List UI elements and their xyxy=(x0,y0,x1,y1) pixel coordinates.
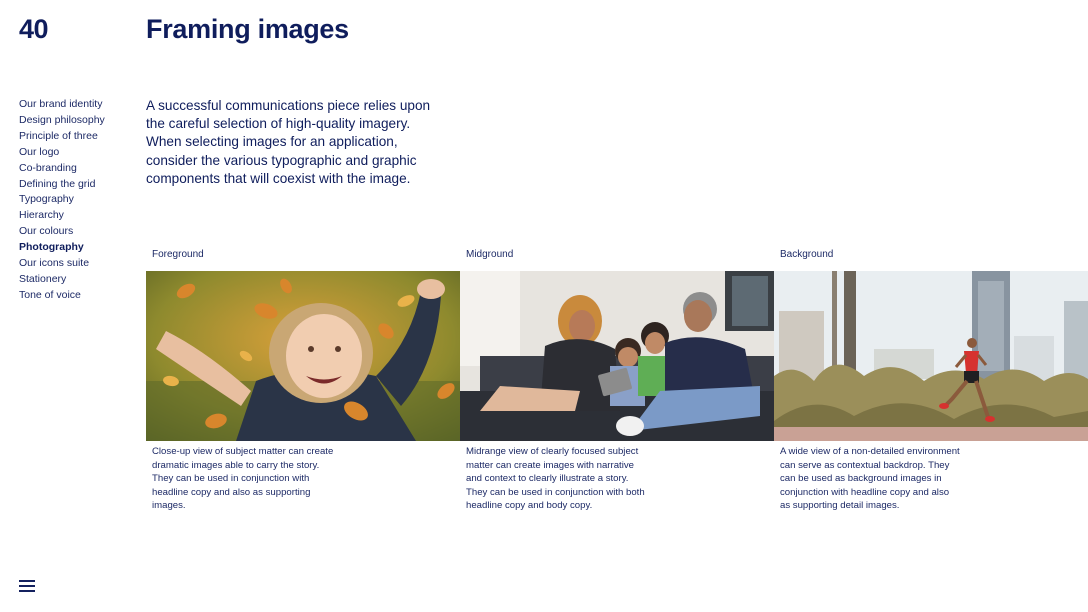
midground-caption: Midrange view of clearly focused subject matter can create images with narrative and context to clearly illustrate a story. They can be used in conjunction with both headline copy and body copy. xyxy=(466,446,645,512)
midground-photo xyxy=(460,271,774,441)
sidebar-item-photography[interactable]: Photography xyxy=(19,241,84,254)
page-title: Framing images xyxy=(146,14,349,44)
foreground-photo xyxy=(146,271,460,441)
page-number: 40 xyxy=(19,14,49,44)
sidebar-item-hierarchy[interactable]: Hierarchy xyxy=(19,209,64,222)
sidebar-nav xyxy=(19,97,105,304)
sidebar-item-co-branding[interactable]: Co-branding xyxy=(19,161,77,174)
sidebar-item-typography[interactable]: Typography xyxy=(19,193,74,206)
foreground-caption: Close-up view of subject matter can create dramatic images able to carry the story. They can be used in conjunction with headline copy and also as supporting images. xyxy=(152,446,334,512)
intro-paragraph: A successful communications piece relies upon the careful selection of high-quality imagery. When selecting images for an application, consider the various typographic and graphic components that will coexist with the image. xyxy=(146,98,431,186)
background-photo xyxy=(774,271,1088,441)
sidebar-item-stationery[interactable]: Stationery xyxy=(19,272,67,285)
sidebar-item-our-icons-suite[interactable]: Our icons suite xyxy=(19,257,90,270)
sidebar-item-our-colours[interactable]: Our colours xyxy=(19,225,74,238)
sidebar-item-tone-of-voice[interactable]: Tone of voice xyxy=(19,288,81,301)
sidebar-item-our-logo[interactable]: Our logo xyxy=(19,145,60,158)
midground-label: Midground xyxy=(466,249,514,260)
sidebar-item-design-philosophy[interactable]: Design philosophy xyxy=(19,113,105,126)
foreground-label: Foreground xyxy=(152,249,204,260)
background-label: Background xyxy=(780,249,834,260)
background-caption: A wide view of a non-detailed environment can serve as contextual backdrop. They can be used as background images in conjunction with headline copy and also as supporting detail images. xyxy=(780,446,960,512)
sidebar-item-defining-the-grid[interactable]: Defining the grid xyxy=(19,177,96,190)
hamburger-menu-icon[interactable] xyxy=(19,579,35,593)
sidebar-item-principle-of-three[interactable]: Principle of three xyxy=(19,129,98,142)
sidebar-item-our-brand-identity[interactable]: Our brand identity xyxy=(19,98,103,110)
